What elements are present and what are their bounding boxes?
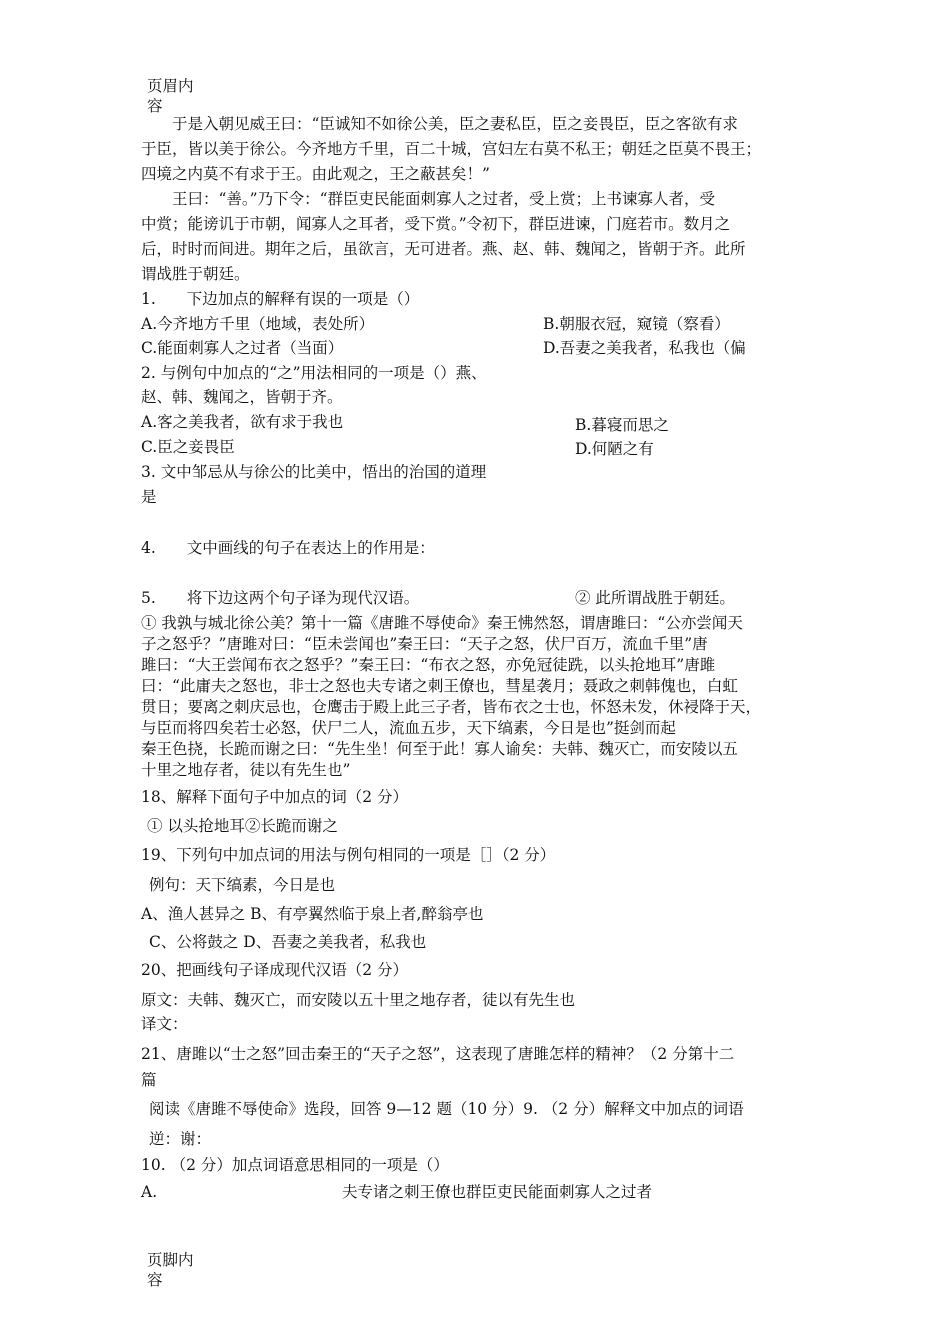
q1-option-d: D.吾妻之美我者，私我也（偏 <box>543 339 746 357</box>
q19-stem: 19、下列句中加点词的用法与例句相同的一项是［］（2 分） <box>141 846 556 864</box>
q18-items: ① 以头抢地耳②长跪而谢之 <box>147 817 338 835</box>
q21-stem-cont: 篇 <box>141 1071 157 1089</box>
passage2-line: 雎曰：“大王尝闻布衣之怒乎？”秦王曰：“布衣之怒，亦免冠徒跣，以头抢地耳”唐雎 <box>141 656 716 674</box>
q20-original: 原文：夫韩、魏灭亡，而安陵以五十里之地存者，徒以有先生也 <box>141 991 576 1009</box>
q10-option-a: 夫专诸之刺王僚也群臣吏民能面刺寡人之过者 <box>342 1183 653 1201</box>
q10-option-a-label: A. <box>141 1183 158 1201</box>
q5-stem: 5. 将下边这两个句子译为现代汉语。 <box>141 589 420 607</box>
q2-stem: 2. 与例句中加点的“之”用法相同的一项是（）燕、 <box>141 364 487 382</box>
q1-option-c: C.能面刺寡人之过者（当面） <box>141 339 344 357</box>
page-header: 页眉内容 <box>147 77 194 115</box>
passage2-line: 十里之地存者，徒以有先生也” <box>141 761 351 779</box>
q19-options-cd: C、公将鼓之 D、吾妻之美我者，私我也 <box>149 933 427 951</box>
q19-options-ab: A、渔人甚异之 B、有亭翼然临于泉上者,醉翁亭也 <box>141 905 484 923</box>
q1-option-b: B.朝服衣冠，窥镜（察看） <box>543 315 730 333</box>
passage2-line: 与臣而将四矣若士必怒，伏尸二人，流血五步，天下缟素，今日是也”挺剑而起 <box>141 719 676 737</box>
q2-option-a: A.客之美我者，欲有求于我也 <box>141 413 344 431</box>
passage2-line: ① 我孰与城北徐公美？第十一篇《唐雎不辱使命》秦王怫然怒，谓唐雎曰：“公亦尝闻天 <box>141 614 743 632</box>
q2-option-b: B.暮寝而思之 <box>575 416 669 434</box>
q10-stem: 10. （2 分）加点词语意思相同的一项是（） <box>141 1156 449 1174</box>
q5-item-2: ② 此所谓战胜于朝廷。 <box>575 589 735 607</box>
q2-option-d: D.何陋之有 <box>575 440 654 458</box>
passage-line: 四境之内莫不有求于王。由此观之，王之蔽甚矣！” <box>141 165 490 183</box>
q18-stem: 18、解释下面句子中加点的词（2 分） <box>141 788 409 806</box>
passage2-line: 曰：“此庸夫之怒也，非士之怒也夫专诸之刺王僚也，彗星袭月；聂政之刺韩傀也，白虹 <box>141 677 738 695</box>
passage-line: 谓战胜于朝廷。 <box>141 265 250 283</box>
q3-stem: 3. 文中邹忌从与徐公的比美中，悟出的治国的道理 <box>141 463 487 481</box>
reading-instruction: 阅读《唐雎不辱使命》选段，回答 9—12 题（10 分）9. （2 分）解释文中加点的词语 <box>149 1100 744 1118</box>
q1-option-a: A.今齐地方千里（地域，表处所） <box>141 315 375 333</box>
passage-line: 后，时时而间进。期年之后，虽欲言，无可进者。燕、赵、韩、魏闻之，皆朝于齐。此所 <box>141 240 746 258</box>
q3-stem-cont: 是 <box>141 488 157 506</box>
q1-stem: 1. 下边加点的解释有误的一项是（） <box>141 290 420 308</box>
passage2-line: 子之怒乎？”唐雎对曰：“臣未尝闻也”秦王曰：“天子之怒，伏尸百万，流血千里”唐 <box>141 635 708 653</box>
passage-line: 王曰：“善。”乃下令：“群臣吏民能面刺寡人之过者，受上赏；上书谏寡人者，受 <box>172 190 716 208</box>
passage-line: 于是入朝见威王曰：“臣诚知不如徐公美，臣之妻私臣，臣之妾畏臣，臣之客欲有求 <box>172 115 738 133</box>
passage-line: 于臣，皆以美于徐公。今齐地方千里，百二十城，宫妇左右莫不私王；朝廷之臣莫不畏王； <box>141 140 762 158</box>
q21-stem: 21、唐雎以“士之怒”回击秦王的“天子之怒”，这表现了唐雎怎样的精神？（2 分第十二 <box>141 1045 735 1063</box>
passage2-line: 秦王色挠，长跪而谢之曰：“先生坐！何至于此！寡人谕矣：夫韩、魏灭亡，而安陵以五 <box>141 740 738 758</box>
q20-stem: 20、把画线句子译成现代汉语（2 分） <box>141 961 409 979</box>
reading-terms: 逆：谢： <box>149 1130 212 1148</box>
q4-stem: 4. 文中画线的句子在表达上的作用是： <box>141 539 435 557</box>
passage-line: 中赏；能谤讥于市朝，闻寡人之耳者，受下赏。”令初下，群臣进谏，门庭若市。数月之 <box>141 215 731 233</box>
q20-translation: 译文： <box>141 1015 188 1033</box>
q2-stem-cont: 赵、韩、魏闻之，皆朝于齐。 <box>141 388 343 406</box>
passage2-line: 贯日；要离之刺庆忌也，仓鹰击于殿上此三子者，皆布衣之士也，怀怒未发，休祲降于天， <box>141 698 762 716</box>
q19-example: 例句：天下缟素，今日是也 <box>149 876 336 894</box>
page-footer: 页脚内容 <box>147 1251 194 1289</box>
q2-option-c: C.臣之妾畏臣 <box>141 438 235 456</box>
